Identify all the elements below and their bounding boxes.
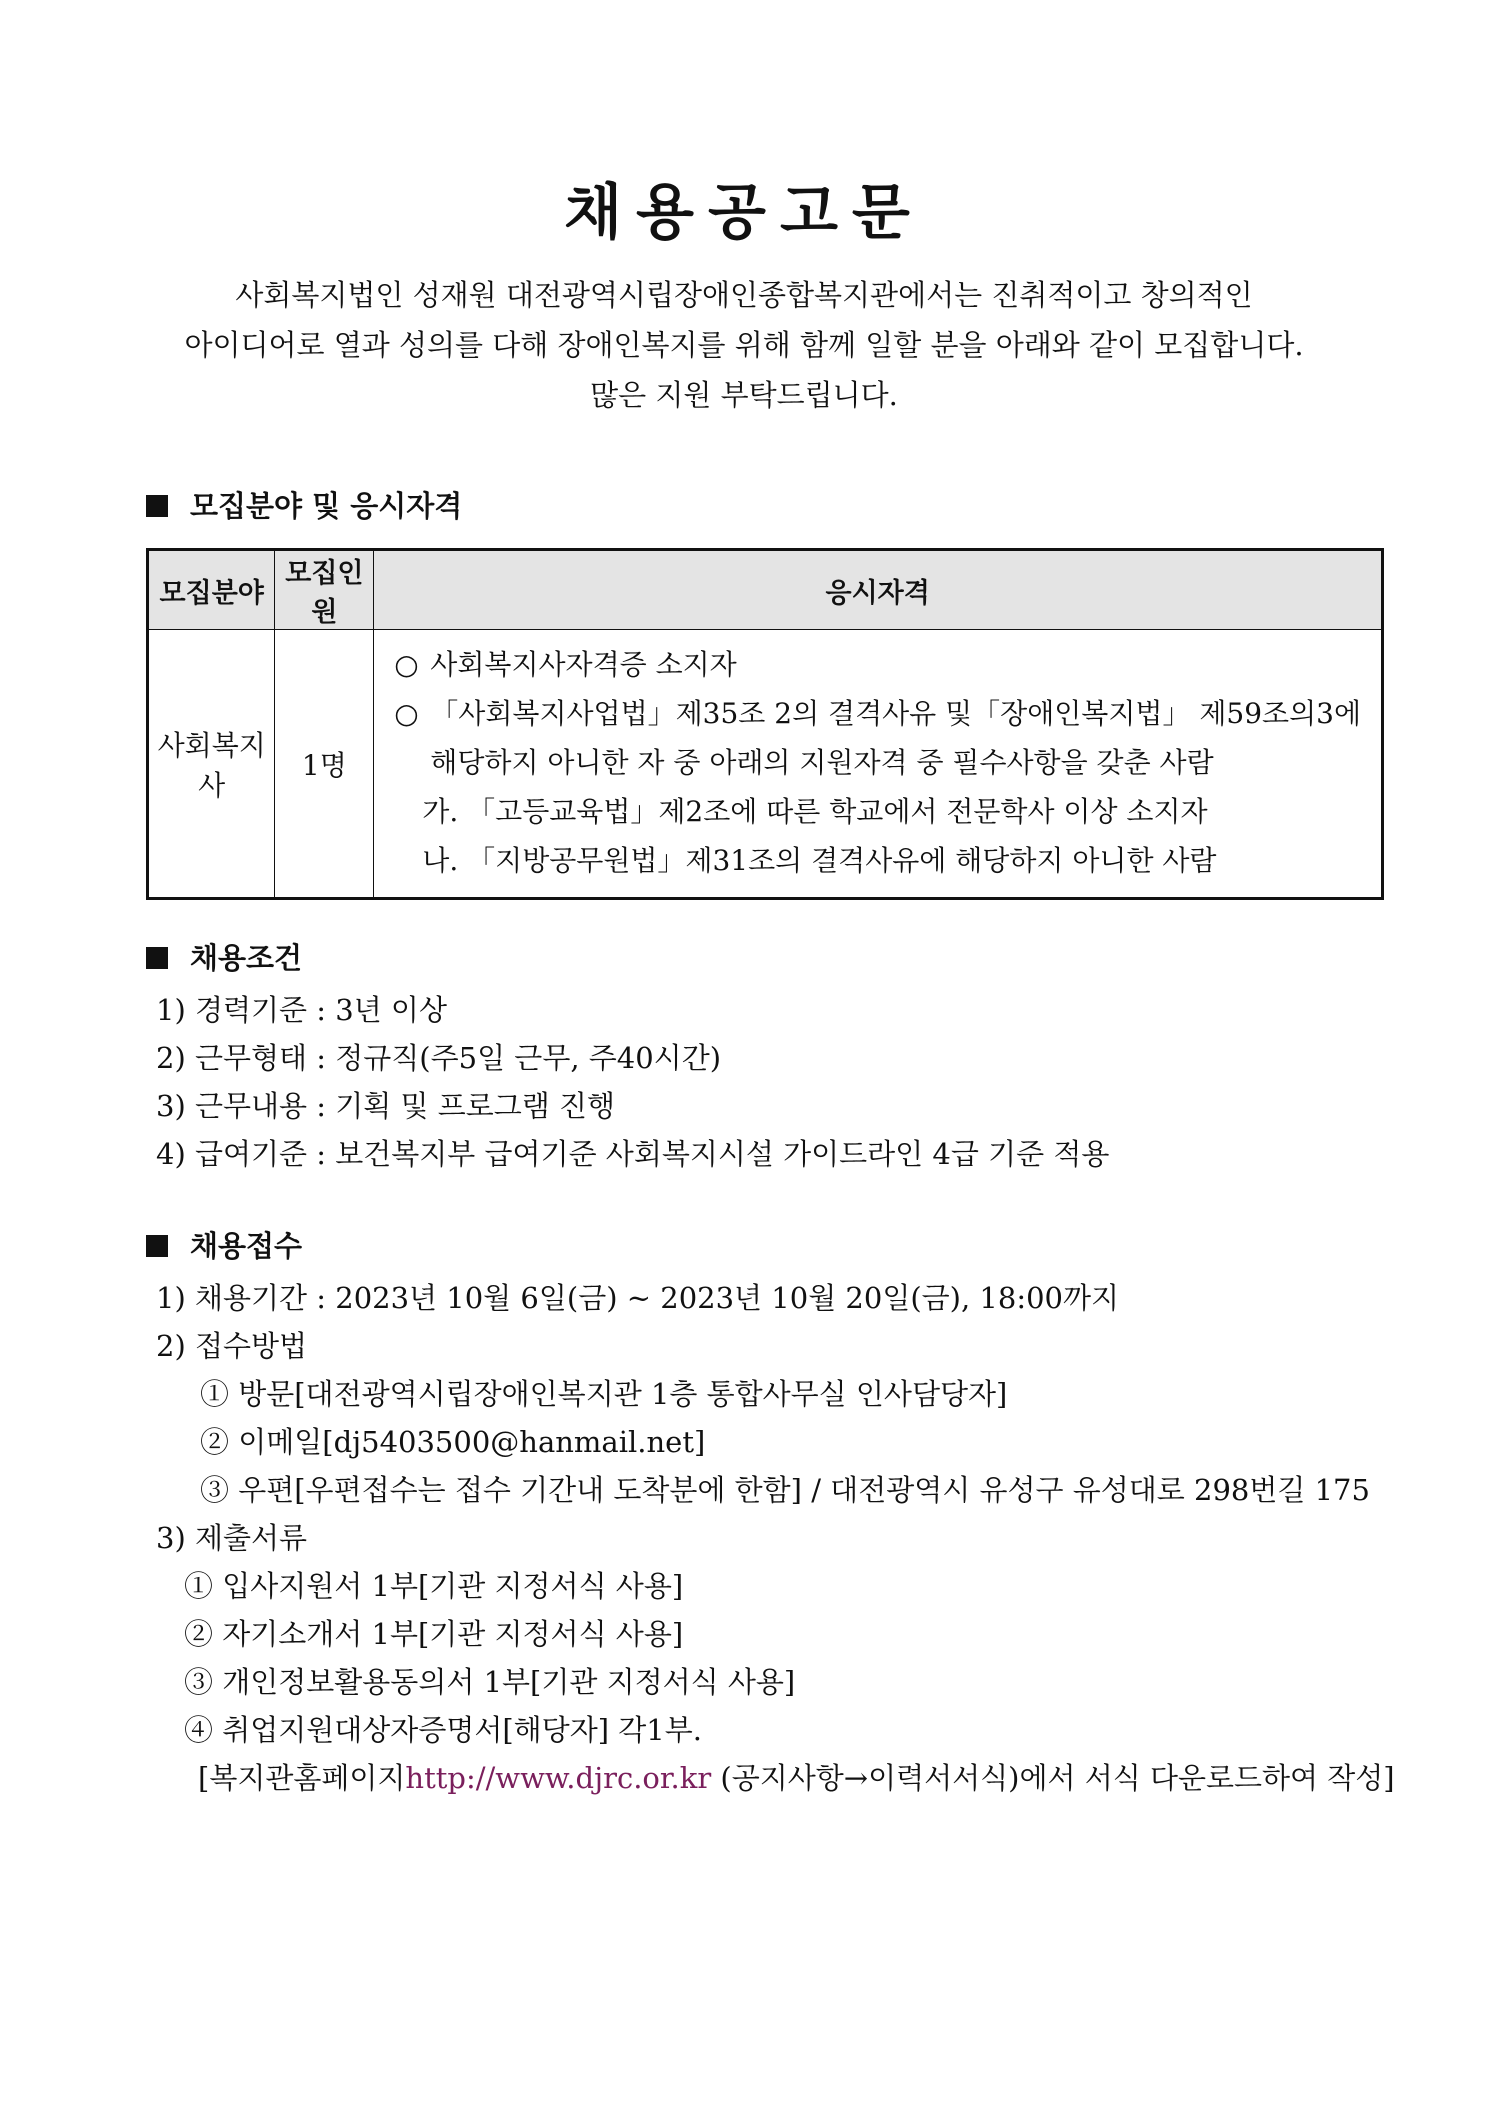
qualification-subitem: 나. 「지방공무원법」제31조의 결격사유에 해당하지 아니한 사람 [422, 844, 1217, 877]
circle-bullet-icon: ○ [394, 697, 419, 730]
qualification-item: ○ 「사회복지사업법」제35조 2의 결격사유 및「장애인복지법」 제59조의3에 [394, 689, 1361, 738]
intro-paragraph [0, 270, 1488, 420]
method-item: ③ 우편[우편접수는 접수 기간내 도착분에 한함] / 대전광역시 유성구 유성대로 298번길 175 [200, 1473, 1370, 1507]
square-bullet-icon [146, 495, 168, 517]
qualification-cell [374, 630, 1383, 899]
table-header-cell: 응시자격 [374, 550, 1383, 630]
download-note: [복지관홈페이지http://www.djrc.or.kr (공지사항→이력서서식)에서 서식 다운로드하여 작성] [198, 1761, 1395, 1795]
section-heading-recruit: 모집분야 및 응시자격 [146, 486, 462, 526]
field-cell: 사회복지사 [148, 630, 275, 899]
conditions-list [156, 986, 1109, 1178]
doc-item: ④ 취업지원대상자증명서[해당자] 각1부. [184, 1713, 702, 1747]
list-item: 3) 근무내용 : 기획 및 프로그램 진행 [156, 1089, 616, 1123]
circle-bullet-icon: ○ [394, 648, 419, 681]
table-row [148, 630, 1383, 899]
method-title: 2) 접수방법 [156, 1329, 308, 1363]
intro-line: 많은 지원 부탁드립니다. [590, 378, 898, 412]
qualification-subitem: 가. 「고등교육법」제2조에 따른 학교에서 전문학사 이상 소지자 [422, 795, 1208, 828]
page-title: 채용공고문 [564, 178, 924, 248]
docs-title: 3) 제출서류 [156, 1521, 308, 1555]
doc-item: ③ 개인정보활용동의서 1부[기관 지정서식 사용] [184, 1665, 796, 1699]
application-period: 1) 채용기간 : 2023년 10월 6일(금) ~ 2023년 10월 20일(금), 18:00까지 [156, 1281, 1120, 1315]
table-header-row [148, 550, 1383, 630]
table-header-cell: 모집인원 [275, 550, 374, 630]
list-item: 2) 근무형태 : 정규직(주5일 근무, 주40시간) [156, 1041, 722, 1075]
square-bullet-icon [146, 1235, 168, 1257]
intro-line: 사회복지법인 성재원 대전광역시립장애인종합복지관에서는 진취적이고 창의적인 [235, 278, 1253, 312]
method-item: ② 이메일[dj5403500@hanmail.net] [200, 1425, 706, 1459]
count-cell: 1명 [275, 630, 374, 899]
section-heading-application: 채용접수 [146, 1226, 302, 1266]
homepage-link[interactable]: http://www.djrc.or.kr [405, 1761, 712, 1795]
doc-item: ① 입사지원서 1부[기관 지정서식 사용] [184, 1569, 684, 1603]
section-heading-conditions: 채용조건 [146, 938, 302, 978]
qualification-continuation: 해당하지 아니한 자 중 아래의 지원자격 중 필수사항을 갖춘 사람 [430, 746, 1214, 779]
doc-item: ② 자기소개서 1부[기관 지정서식 사용] [184, 1617, 684, 1651]
application-list [156, 1274, 1395, 1802]
recruit-table [146, 548, 1384, 900]
method-item: ① 방문[대전광역시립장애인복지관 1층 통합사무실 인사담당자] [200, 1377, 1008, 1411]
list-item: 4) 급여기준 : 보건복지부 급여기준 사회복지시설 가이드라인 4급 기준 적용 [156, 1137, 1110, 1171]
square-bullet-icon [146, 947, 168, 969]
list-item: 1) 경력기준 : 3년 이상 [156, 993, 447, 1027]
intro-line: 아이디어로 열과 성의를 다해 장애인복지를 위해 함께 일할 분을 아래와 같이 모집합니다. [184, 328, 1304, 362]
qualification-item: ○ 사회복지사자격증 소지자 [394, 640, 1361, 689]
table-header-cell: 모집분야 [148, 550, 275, 630]
